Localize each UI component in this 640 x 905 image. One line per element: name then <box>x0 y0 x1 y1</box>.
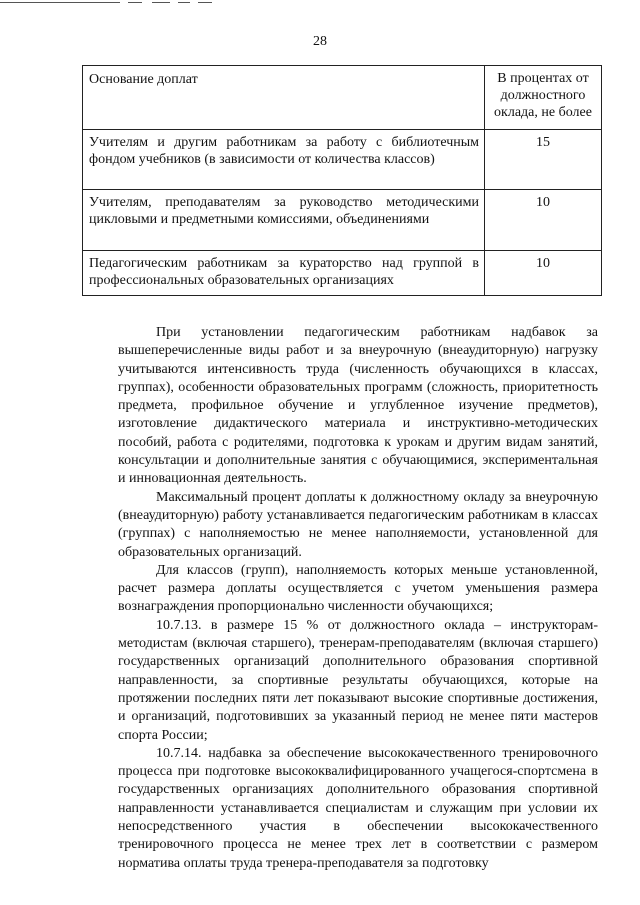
scan-edge-marks <box>0 0 640 6</box>
paragraph: Для классов (групп), наполняемость которых меньше установленной, расчет размера доплаты осуществляется с учетом уменьшения размера вознаграждения пропорционально численности обучающихся; <box>118 562 598 615</box>
table-row <box>83 190 602 251</box>
row-basis: Учителям, преподавателям за руководство методическими цикловыми и предметными комиссиями, объединениями <box>83 190 485 251</box>
row-percent: 15 <box>485 130 602 190</box>
header-basis: Основание доплат <box>83 66 485 130</box>
paragraph: При установлении педагогическим работникам надбавок за вышеперечисленные виды работ и за внеурочную (внеаудиторную) нагрузку учитываются интенсивность труда (численность обучающихся в классах, группах), особенности образовательных программ (сложность, приоритетность предмета, профильное обучение и углубленное изучение предметов), изготовление дидактического материала и инструктивно-методических пособий, работа с родителями, подготовка к урокам и другим видам занятий, консультации и дополнительные занятия с обучающимися, экспериментальная и инновационная деятельность. <box>118 325 598 487</box>
body-text <box>118 324 598 873</box>
row-percent: 10 <box>485 251 602 296</box>
paragraph: 10.7.13. в размере 15 % от должностного оклада – инструкторам-методистам (включая старшего), тренерам-преподавателям (включая старшего) государственных организаций дополнительного образования спортивной направленности, за спортивные результаты обучающихся, которые на протяжении последних пяти лет показывают высокие спортивные достижения, и организаций, подготовивших за указанный период не менее пяти мастеров спорта России; <box>118 617 598 743</box>
paragraph: Максимальный процент доплаты к должностному окладу за внеурочную (внеаудиторную) работу устанавливается педагогическим работникам в классах (группах) с наполняемостью не менее наполняемости, установленной для образовательных организаций. <box>118 489 598 560</box>
row-basis: Педагогическим работникам за кураторство над группой в профессиональных образовательных организациях <box>83 251 485 296</box>
allowance-table <box>82 65 602 296</box>
paragraph: 10.7.14. надбавка за обеспечение высококачественного тренировочного процесса при подготовке высококвалифицированного учащегося-спортсмена в государственных организациях дополнительного образования спортивной направленности устанавливается специалистам и служащим при условии их непосредственного участия в обеспечении высококачественного тренировочного процесса не менее трех лет в соответствии с размером норматива оплаты труда тренера-преподавателя за подготовку <box>118 745 598 871</box>
table-row <box>83 251 602 296</box>
page-number: 28 <box>313 34 327 49</box>
table-header-row <box>83 66 602 130</box>
table-row <box>83 130 602 190</box>
header-percent: В процентах от должностного оклада, не более <box>485 66 602 130</box>
row-basis: Учителям и другим работникам за работу с библиотечным фондом учебников (в зависимости от количества классов) <box>83 130 485 190</box>
row-percent: 10 <box>485 190 602 251</box>
